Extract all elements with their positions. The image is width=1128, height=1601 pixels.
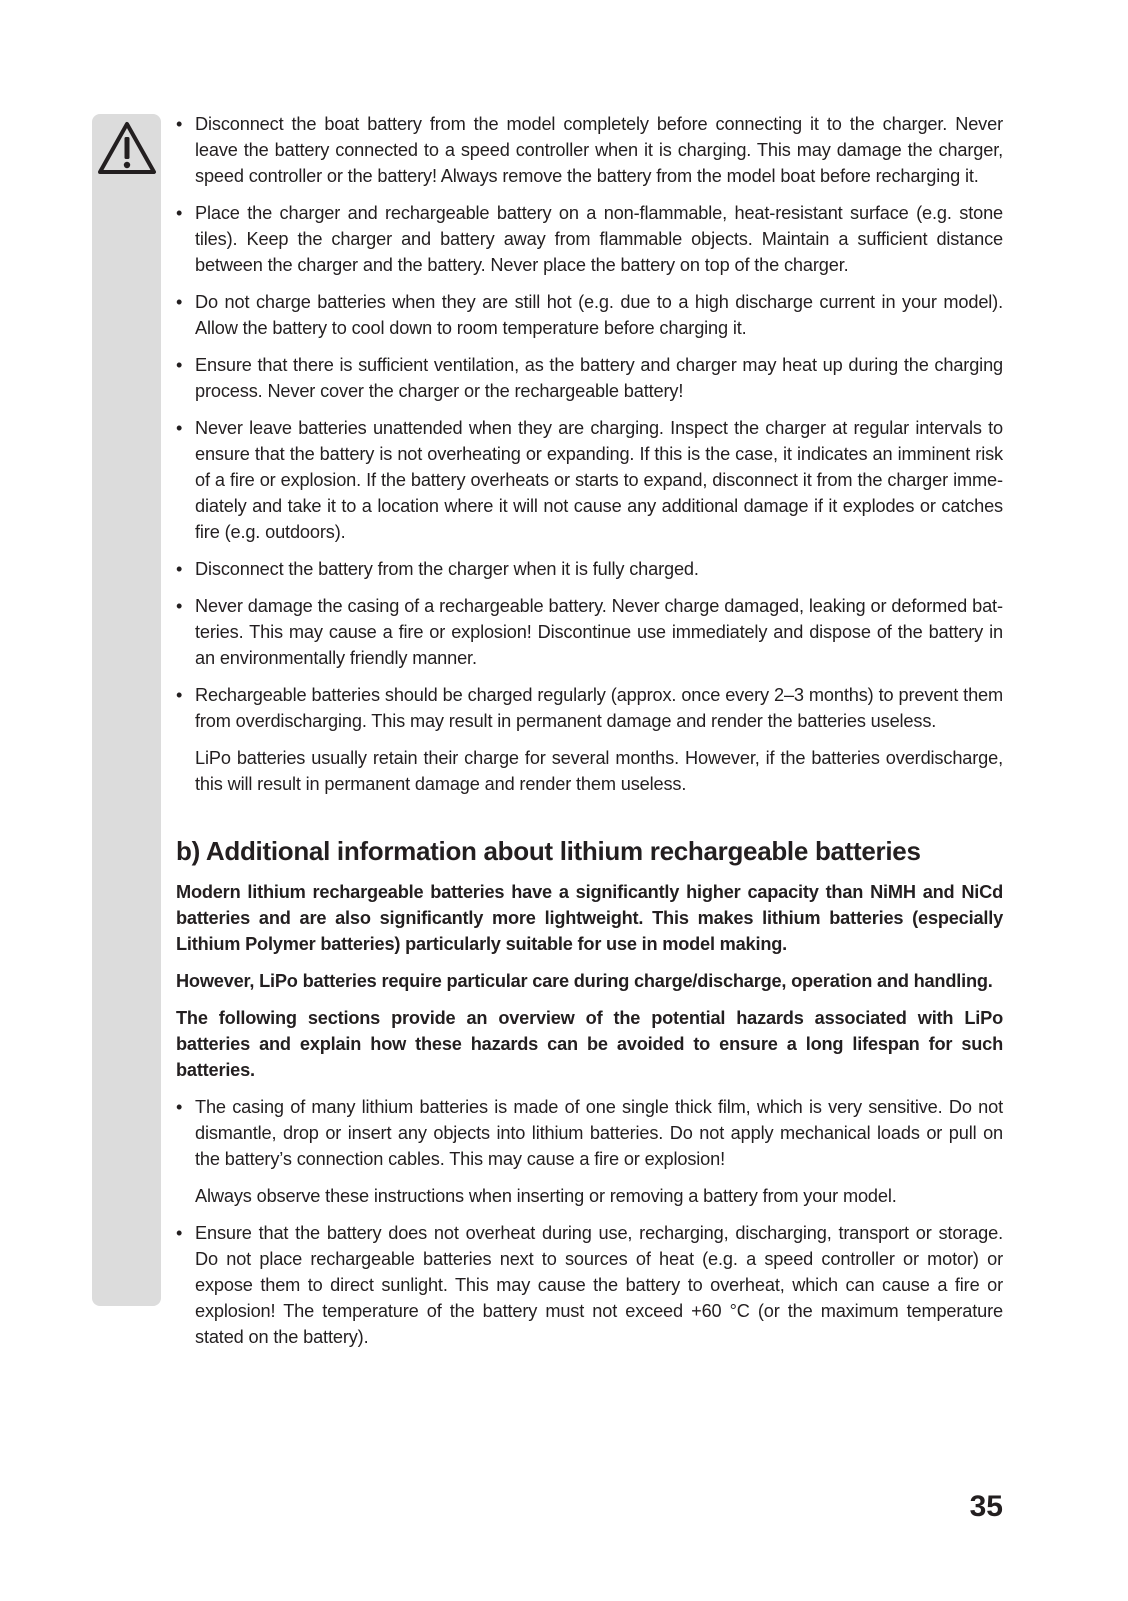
bullet-symbol: • — [176, 559, 183, 579]
list-item — [176, 200, 1003, 278]
bullet-symbol: • — [176, 1097, 183, 1117]
bullet-symbol: • — [176, 685, 183, 705]
list-note: Always observe these instructions when inserting or removing a battery from your model. — [195, 1186, 897, 1206]
list-item-text: Never damage the casing of a rechargeable battery. Never charge damaged, leaking or deformed batteries. This may cause a fire or explosion! Discontinue use immediately and dispose of the battery in an environmentally friendly manner. — [195, 596, 1003, 668]
bullet-symbol: • — [176, 114, 183, 134]
list-note: LiPo batteries usually retain their charge for several months. However, if the batteries overdischarge, this will result in permanent damage and render them useless. — [195, 748, 1003, 794]
page-number: 35 — [969, 1490, 1003, 1523]
bold-paragraph: The following sections provide an overview of the potential hazards associated with LiPo batteries and explain how these hazards can be avoided to ensure a long lifespan for such batteries. — [176, 1008, 1003, 1080]
bullet-symbol: • — [176, 203, 183, 223]
list-item-text: Rechargeable batteries should be charged regularly (approx. once every 2–3 months) to prevent them from overdischarging. This may result in permanent damage and render the batteries useless. — [195, 685, 1003, 731]
list-item — [176, 352, 1003, 404]
main-content — [176, 111, 1003, 1361]
list-item — [176, 289, 1003, 341]
bold-paragraph: However, LiPo batteries require particular care during charge/discharge, operation and handling. — [176, 971, 993, 991]
list-item-text: Disconnect the boat battery from the model completely before connecting it to the charger. Never leave the battery connected to a speed controller when it is charging. This may damage the charger, speed controller or the battery! Always remove the battery from the model boat before recharging it. — [195, 114, 1003, 186]
bold-paragraph: Modern lithium rechargeable batteries have a significantly higher capacity than NiMH and NiCd batteries and are also significantly more lightweight. This makes lithium batteries (especially Lithium Polymer batteries) particularly suitable for use in model making. — [176, 882, 1003, 954]
list-item-text: Ensure that the battery does not overheat during use, recharging, discharging, transport or storage. Do not place rechargeable batteries next to sources of heat (e.g. a speed controller or motor) or expose them to direct sunlight. This may cause the battery to overheat, which can cause a fire or explosion! The temperature of the battery must not exceed +60 °C (or the maximum temperature stated on the battery). — [195, 1223, 1003, 1347]
list-item — [176, 415, 1003, 545]
list-item-text: The casing of many lithium batteries is made of one single thick film, which is very sensitive. Do not dismantle, drop or insert any objects into lithium batteries. Do not apply mechanical loads or pull on the battery’s connection cables. This may cause a fire or explosion! — [195, 1097, 1003, 1169]
list-item-text: Disconnect the battery from the charger when it is fully charged. — [195, 559, 699, 579]
list-item — [176, 556, 1003, 582]
list-item-text: Do not charge batteries when they are still hot (e.g. due to a high discharge current in your model). Allow the battery to cool down to room temperature before charging it. — [195, 292, 1003, 338]
bullet-symbol: • — [176, 596, 183, 616]
warning-triangle-icon — [96, 120, 158, 178]
list-item — [176, 1220, 1003, 1350]
bullet-symbol: • — [176, 355, 183, 375]
section-heading: b) Additional information about lithium rechargeable batteries — [176, 836, 921, 866]
warning-side-bar — [92, 114, 161, 1306]
list-item — [176, 682, 1003, 734]
list-item-text: Never leave batteries unattended when they are charging. Inspect the charger at regular intervals to ensure that the battery is not overheating or expanding. If this is the case, it indicates an imminent risk of a fire or explosion. If the battery overheats or starts to expand, disconnect it from the charger immediately and take it to a location where it will not cause any additional damage if it explodes or catches fire (e.g. outdoors). — [195, 418, 1003, 542]
bullet-symbol: • — [176, 418, 183, 438]
list-item-text: Place the charger and rechargeable battery on a non-flammable, heat-resistant surface (e.g. stone tiles). Keep the charger and battery away from flammable objects. Maintain a sufficient distance between the charger and the battery. Never place the battery on top of the charger. — [195, 203, 1003, 275]
list-item-text: Ensure that there is sufficient ventilation, as the battery and charger may heat up during the charging process. Never cover the charger or the rechargeable battery! — [195, 355, 1003, 401]
bullet-symbol: • — [176, 1223, 183, 1243]
list-item — [176, 111, 1003, 189]
bullet-symbol: • — [176, 292, 183, 312]
list-item — [176, 1094, 1003, 1172]
list-item — [176, 593, 1003, 671]
